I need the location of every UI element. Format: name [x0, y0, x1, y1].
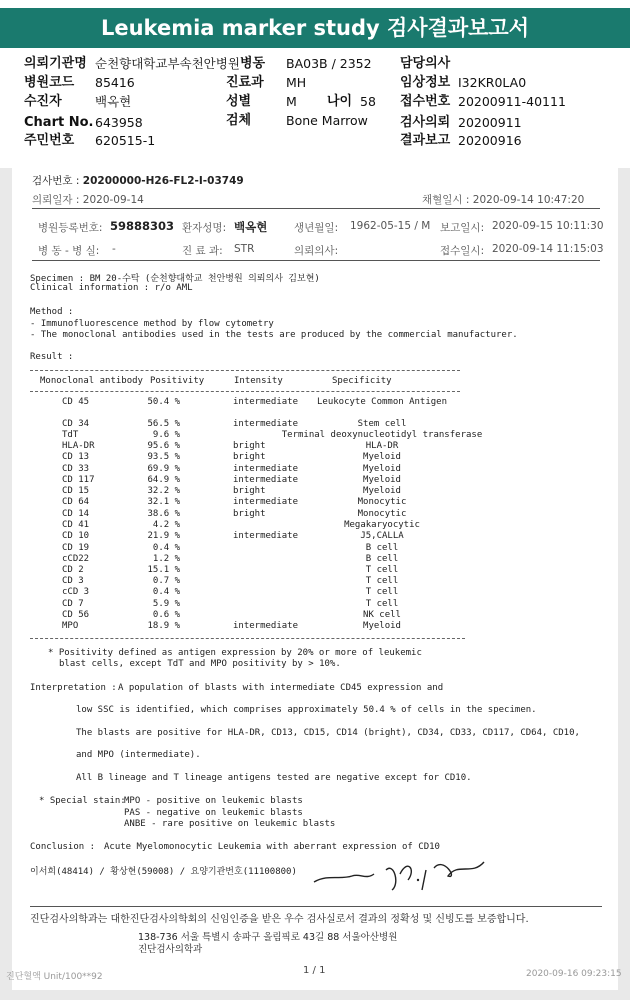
value-resident-no: 620515-1 — [95, 133, 156, 148]
specificity-cell: Stem cell — [357, 419, 407, 429]
report-time: 2020-09-15 10:11:30 — [492, 220, 604, 232]
specificity-cell: B cell — [365, 543, 399, 553]
specificity-cell: T cell — [365, 576, 399, 586]
dept: STR — [234, 243, 255, 255]
positivity-cell: 95.6 % — [147, 441, 180, 451]
antibody-cell: CD 13 — [62, 452, 90, 462]
specificity-cell: NK cell — [363, 610, 401, 620]
lab-name: 진단검사의학과 — [138, 944, 203, 955]
positivity-cell: 0.4 % — [152, 543, 180, 553]
method-line: - The monoclonal antibodies used in the tests are produced by the commercial manufacturer. — [30, 330, 518, 340]
positivity-cell: 18.9 % — [147, 621, 180, 631]
antibody-cell: CD 14 — [62, 509, 90, 519]
intensity-cell: bright — [233, 486, 266, 496]
antibody-cell: CD 19 — [62, 543, 90, 553]
col-antibody: Monoclonal antibody — [40, 376, 143, 386]
conclusion-label: Conclusion : — [30, 842, 96, 852]
antibody-cell: CD 10 — [62, 531, 90, 541]
footnote: * Positivity defined as antigen expression by 20% or more of leukemic — [48, 648, 422, 658]
label-department: 진료과 — [226, 75, 264, 90]
value-accession-no: 20200911-40111 — [458, 94, 566, 109]
positivity-cell: 4.2 % — [152, 520, 180, 530]
special-stain-label: * Special stain: — [39, 796, 126, 806]
label-hospital-code: 병원코드 — [24, 75, 75, 90]
label-clinical-info: 임상정보 — [400, 75, 451, 90]
ward-room: - — [112, 243, 116, 255]
clinical-info-line: Clinical information : r/o AML — [30, 283, 193, 293]
label-physician: 담당의사 — [400, 56, 451, 71]
signers: 이서희(48414) / 황상현(59008) / 요양기관번호(11100800) — [30, 867, 297, 877]
interpretation-line: All B lineage and T lineage antigens tested are negative except for CD10. — [76, 773, 472, 783]
specificity-cell: Monocytic — [357, 509, 407, 519]
antibody-cell: CD 64 — [62, 497, 90, 507]
label-age: 나이 — [327, 94, 353, 109]
value-sex: M — [286, 94, 297, 109]
divider — [30, 906, 602, 907]
label-ward: 병동 — [240, 56, 266, 71]
divider — [30, 391, 460, 392]
antibody-cell: CD 56 — [62, 610, 90, 620]
positivity-cell: 56.5 % — [147, 419, 180, 429]
patient-name-label: 환자성명: — [182, 222, 227, 234]
antibody-cell: CD 3 — [62, 576, 84, 586]
positivity-cell: 0.7 % — [152, 576, 180, 586]
received-time-label: 접수일시: — [440, 245, 485, 257]
specificity-cell: Myeloid — [363, 464, 401, 474]
special-stain-line: MPO - positive on leukemic blasts — [124, 796, 303, 806]
interpretation-line: The blasts are positive for HLA-DR, CD13, CD15, CD14 (bright), CD34, CD33, CD117, CD64, CD10, — [76, 728, 580, 738]
special-stain-line: ANBE - rare positive on leukemic blasts — [124, 819, 336, 829]
label-specimen: 검체 — [226, 113, 252, 128]
report-header — [0, 0, 630, 168]
antibody-cell: CD 33 — [62, 464, 90, 474]
value-specimen: Bone Marrow — [286, 113, 368, 128]
positivity-cell: 32.2 % — [147, 486, 180, 496]
positivity-cell: 15.1 % — [147, 565, 180, 575]
positivity-cell: 64.9 % — [147, 475, 180, 485]
divider — [32, 260, 600, 261]
value-clinical-info: I32KR0LA0 — [458, 75, 527, 90]
intensity-cell: intermediate — [233, 621, 299, 631]
interpretation-line: and MPO (intermediate). — [76, 750, 201, 760]
antibody-cell: CD 2 — [62, 565, 84, 575]
positivity-cell: 38.6 % — [147, 509, 180, 519]
ward-room-label: 병 동 - 병 실: — [38, 245, 100, 257]
label-patient: 수진자 — [24, 94, 62, 109]
antibody-cell: CD 15 — [62, 486, 90, 496]
intensity-cell: intermediate — [233, 419, 299, 429]
label-result-report: 결과보고 — [400, 133, 451, 148]
exam-number-label: 검사번호 : — [32, 175, 80, 187]
interpretation-line: low SSC is identified, which comprises approximately 50.4 % of cells in the specimen. — [76, 705, 537, 715]
antibody-cell: CD 34 — [62, 419, 90, 429]
certification-text: 진단검사의학과는 대한진단검사의학회의 신임인증을 받은 우수 검사실로서 결과의 정확성 및 신빙도를 보증합니다. — [30, 914, 529, 925]
special-stain-line: PAS - negative on leukemic blasts — [124, 808, 303, 818]
intensity-cell: intermediate — [233, 475, 299, 485]
label-sex: 성별 — [226, 94, 252, 109]
specificity-cell: T cell — [365, 599, 399, 609]
footer-timestamp: 2020-09-16 09:23:15 — [526, 969, 622, 979]
signature-image — [308, 840, 498, 896]
intensity-cell: bright — [233, 452, 266, 462]
dept-label: 진 료 과: — [182, 245, 223, 257]
antibody-cell: CD 41 — [62, 520, 90, 530]
lab-address: 138-736 서울 특별시 송파구 올림픽로 43길 88 서울아산병원 — [138, 932, 398, 943]
value-department: MH — [286, 75, 307, 90]
specificity-cell: T cell — [365, 587, 399, 597]
value-institution: 순천향대학교부속천안병원 — [95, 56, 240, 71]
value-result-report: 20200916 — [458, 133, 522, 148]
footer-unit: 진단혈액 Unit/100**92 — [6, 972, 103, 982]
antibody-cell: TdT — [62, 430, 79, 440]
antibody-cell: HLA-DR — [62, 441, 95, 451]
specificity-cell: B cell — [365, 554, 399, 564]
footnote: blast cells, except TdT and MPO positivity by > 10%. — [59, 659, 341, 669]
positivity-cell: 21.9 % — [147, 531, 180, 541]
reg-no: 59888303 — [110, 219, 175, 233]
antibody-cell: CD 7 — [62, 599, 84, 609]
page-number: 1 / 1 — [303, 965, 326, 976]
request-date: 의뢰일자 : 2020-09-14 — [32, 194, 144, 206]
divider — [30, 370, 460, 371]
method-line: - Immunofluorescence method by flow cytometry — [30, 319, 274, 329]
label-resident-no: 주민번호 — [24, 133, 75, 148]
specificity-cell: Myeloid — [363, 486, 401, 496]
divider — [32, 208, 600, 209]
intensity-cell: intermediate — [233, 464, 299, 474]
antibody-cell: MPO — [62, 621, 79, 631]
value-test-request: 20200911 — [458, 115, 522, 130]
col-specificity: Specificity — [332, 376, 392, 386]
value-hospital-code: 85416 — [95, 75, 135, 90]
report-time-label: 보고일시: — [440, 222, 485, 234]
specificity-cell: Myeloid — [363, 452, 401, 462]
method-title: Method : — [30, 307, 74, 317]
report-title: Leukemia marker study 검사결과보고서 — [0, 8, 630, 48]
value-age: 58 — [360, 94, 376, 109]
label-chart-no: Chart No. — [24, 115, 94, 130]
intensity-cell: intermediate — [233, 497, 299, 507]
positivity-cell: 9.6 % — [152, 430, 180, 440]
report-document — [12, 168, 618, 990]
specificity-cell: Leukocyte Common Antigen — [316, 397, 448, 407]
antibody-cell: cCD22 — [62, 554, 90, 564]
value-ward: BA03B / 2352 — [286, 56, 372, 71]
positivity-cell: 93.5 % — [147, 452, 180, 462]
specificity-cell: J5,CALLA — [360, 531, 404, 541]
specificity-cell: Myeloid — [363, 621, 401, 631]
positivity-cell: 69.9 % — [147, 464, 180, 474]
specificity-cell: Terminal deoxynucleotidyl transferase — [281, 430, 483, 440]
reg-no-label: 병원등록번호: — [38, 222, 103, 234]
dob: 1962-05-15 / M — [350, 220, 431, 232]
intensity-cell: intermediate — [233, 531, 299, 541]
collection-date: 채혈일시 : 2020-09-14 10:47:20 — [422, 194, 585, 206]
positivity-cell: 1.2 % — [152, 554, 180, 564]
positivity-cell: 0.6 % — [152, 610, 180, 620]
specificity-cell: Megakaryocytic — [344, 520, 420, 530]
intensity-cell: intermediate — [233, 397, 299, 407]
intensity-cell: bright — [233, 441, 266, 451]
dob-label: 생년월일: — [294, 222, 339, 234]
value-patient: 백옥현 — [95, 94, 132, 109]
interpretation-line: A population of blasts with intermediate CD45 expression and — [118, 683, 444, 693]
positivity-cell: 0.4 % — [152, 587, 180, 597]
positivity-cell: 5.9 % — [152, 599, 180, 609]
specificity-cell: T cell — [365, 565, 399, 575]
intensity-cell: bright — [233, 509, 266, 519]
exam-number: 20200000-H26-FL2-I-03749 — [82, 175, 244, 187]
interpretation-label: Interpretation : — [30, 683, 117, 693]
divider — [30, 638, 465, 639]
positivity-cell: 32.1 % — [147, 497, 180, 507]
specificity-cell: HLA-DR — [365, 441, 399, 451]
exam-number-line — [32, 173, 244, 188]
specificity-cell: Myeloid — [363, 475, 401, 485]
positivity-cell: 50.4 % — [147, 397, 180, 407]
conclusion: Acute Myelomonocytic Leukemia with aberrant expression of CD10 — [104, 842, 440, 852]
specimen-line: Specimen : BM 20-수탁 (순천향대학교 천안병원 의뢰의사 김보현) — [30, 274, 320, 284]
patient-name: 백옥현 — [234, 220, 268, 234]
antibody-cell: CD 45 — [62, 397, 90, 407]
label-test-request: 검사의뢰 — [400, 115, 451, 130]
doctor-label: 의뢰의사: — [294, 245, 339, 257]
label-accession-no: 접수번호 — [400, 94, 451, 109]
antibody-cell: CD 117 — [62, 475, 95, 485]
value-chart-no: 643958 — [95, 115, 143, 130]
col-positivity: Positivity — [150, 376, 205, 386]
antibody-cell: cCD 3 — [62, 587, 90, 597]
label-institution: 의뢰기관명 — [24, 56, 87, 71]
specificity-cell: Monocytic — [357, 497, 407, 507]
col-intensity: Intensity — [234, 376, 283, 386]
result-title: Result : — [30, 352, 74, 362]
received-time: 2020-09-14 11:15:03 — [492, 243, 604, 255]
